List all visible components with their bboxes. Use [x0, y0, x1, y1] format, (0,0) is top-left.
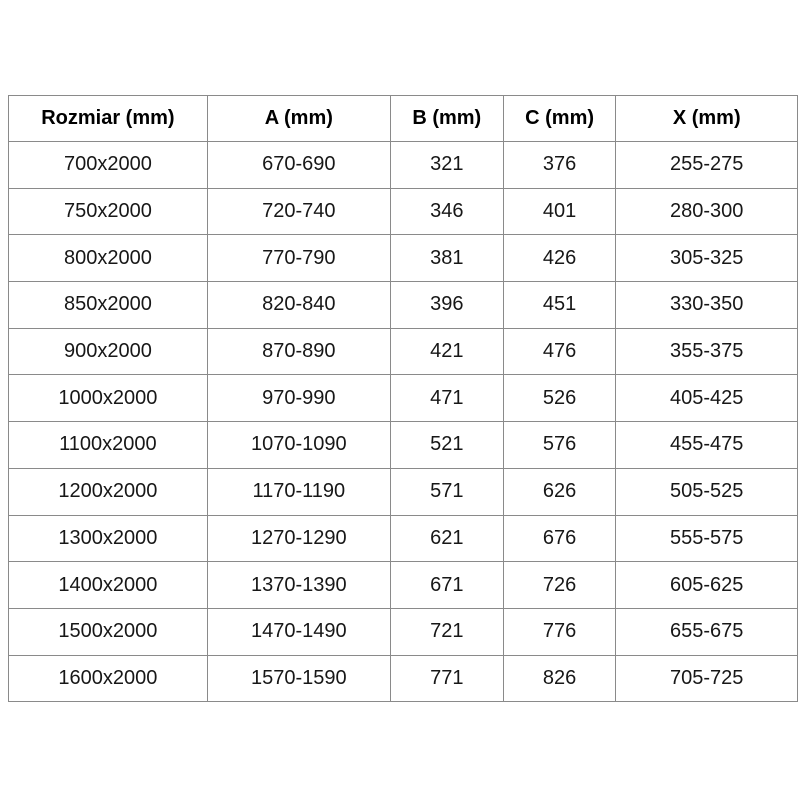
table-row — [9, 608, 798, 655]
table-row — [9, 188, 798, 235]
dimensions-table — [8, 95, 798, 702]
table-cell: 1570-1590 — [207, 655, 390, 702]
table-cell: 676 — [503, 515, 616, 562]
table-cell: 1170-1190 — [207, 468, 390, 515]
table-cell: 346 — [390, 188, 503, 235]
table-cell: 770-790 — [207, 235, 390, 282]
table-cell: 671 — [390, 562, 503, 609]
table-row — [9, 375, 798, 422]
table-cell: 1070-1090 — [207, 422, 390, 469]
table-cell: 476 — [503, 328, 616, 375]
table-cell: 705-725 — [616, 655, 798, 702]
table-cell: 280-300 — [616, 188, 798, 235]
table-cell: 700x2000 — [9, 142, 208, 189]
table-cell: 771 — [390, 655, 503, 702]
table-cell: 421 — [390, 328, 503, 375]
table-header-row — [9, 96, 798, 142]
table-cell: 826 — [503, 655, 616, 702]
table-cell: 970-990 — [207, 375, 390, 422]
table-cell: 1500x2000 — [9, 608, 208, 655]
table-cell: 1400x2000 — [9, 562, 208, 609]
table-cell: 426 — [503, 235, 616, 282]
header-c: C (mm) — [503, 96, 616, 142]
table-cell: 800x2000 — [9, 235, 208, 282]
table-row — [9, 468, 798, 515]
table-cell: 605-625 — [616, 562, 798, 609]
table-cell: 776 — [503, 608, 616, 655]
table-cell: 401 — [503, 188, 616, 235]
table-cell: 726 — [503, 562, 616, 609]
header-x: X (mm) — [616, 96, 798, 142]
table-row — [9, 235, 798, 282]
table-cell: 721 — [390, 608, 503, 655]
table-cell: 255-275 — [616, 142, 798, 189]
table-cell: 820-840 — [207, 282, 390, 329]
table-row — [9, 282, 798, 329]
table-cell: 330-350 — [616, 282, 798, 329]
table-cell: 405-425 — [616, 375, 798, 422]
table-row — [9, 422, 798, 469]
table-body — [9, 142, 798, 702]
table-cell: 526 — [503, 375, 616, 422]
table-cell: 505-525 — [616, 468, 798, 515]
table-cell: 571 — [390, 468, 503, 515]
table-cell: 376 — [503, 142, 616, 189]
table-cell: 750x2000 — [9, 188, 208, 235]
table-row — [9, 515, 798, 562]
table-cell: 321 — [390, 142, 503, 189]
table-cell: 626 — [503, 468, 616, 515]
table-cell: 870-890 — [207, 328, 390, 375]
table-cell: 555-575 — [616, 515, 798, 562]
header-rozmiar: Rozmiar (mm) — [9, 96, 208, 142]
table-row — [9, 142, 798, 189]
table-cell: 576 — [503, 422, 616, 469]
header-a: A (mm) — [207, 96, 390, 142]
table-cell: 471 — [390, 375, 503, 422]
table-cell: 655-675 — [616, 608, 798, 655]
table-cell: 1600x2000 — [9, 655, 208, 702]
table-cell: 355-375 — [616, 328, 798, 375]
header-b: B (mm) — [390, 96, 503, 142]
table-cell: 1000x2000 — [9, 375, 208, 422]
table-cell: 621 — [390, 515, 503, 562]
table-cell: 850x2000 — [9, 282, 208, 329]
table-cell: 305-325 — [616, 235, 798, 282]
table-cell: 1270-1290 — [207, 515, 390, 562]
table-row — [9, 655, 798, 702]
table-cell: 670-690 — [207, 142, 390, 189]
table-cell: 1300x2000 — [9, 515, 208, 562]
table-cell: 1470-1490 — [207, 608, 390, 655]
table-cell: 1200x2000 — [9, 468, 208, 515]
table-cell: 1370-1390 — [207, 562, 390, 609]
table-cell: 381 — [390, 235, 503, 282]
table-header — [9, 96, 798, 142]
table-cell: 900x2000 — [9, 328, 208, 375]
table-cell: 521 — [390, 422, 503, 469]
table-cell: 455-475 — [616, 422, 798, 469]
table-cell: 396 — [390, 282, 503, 329]
table-row — [9, 562, 798, 609]
table-cell: 720-740 — [207, 188, 390, 235]
table-row — [9, 328, 798, 375]
table-cell: 1100x2000 — [9, 422, 208, 469]
table-cell: 451 — [503, 282, 616, 329]
